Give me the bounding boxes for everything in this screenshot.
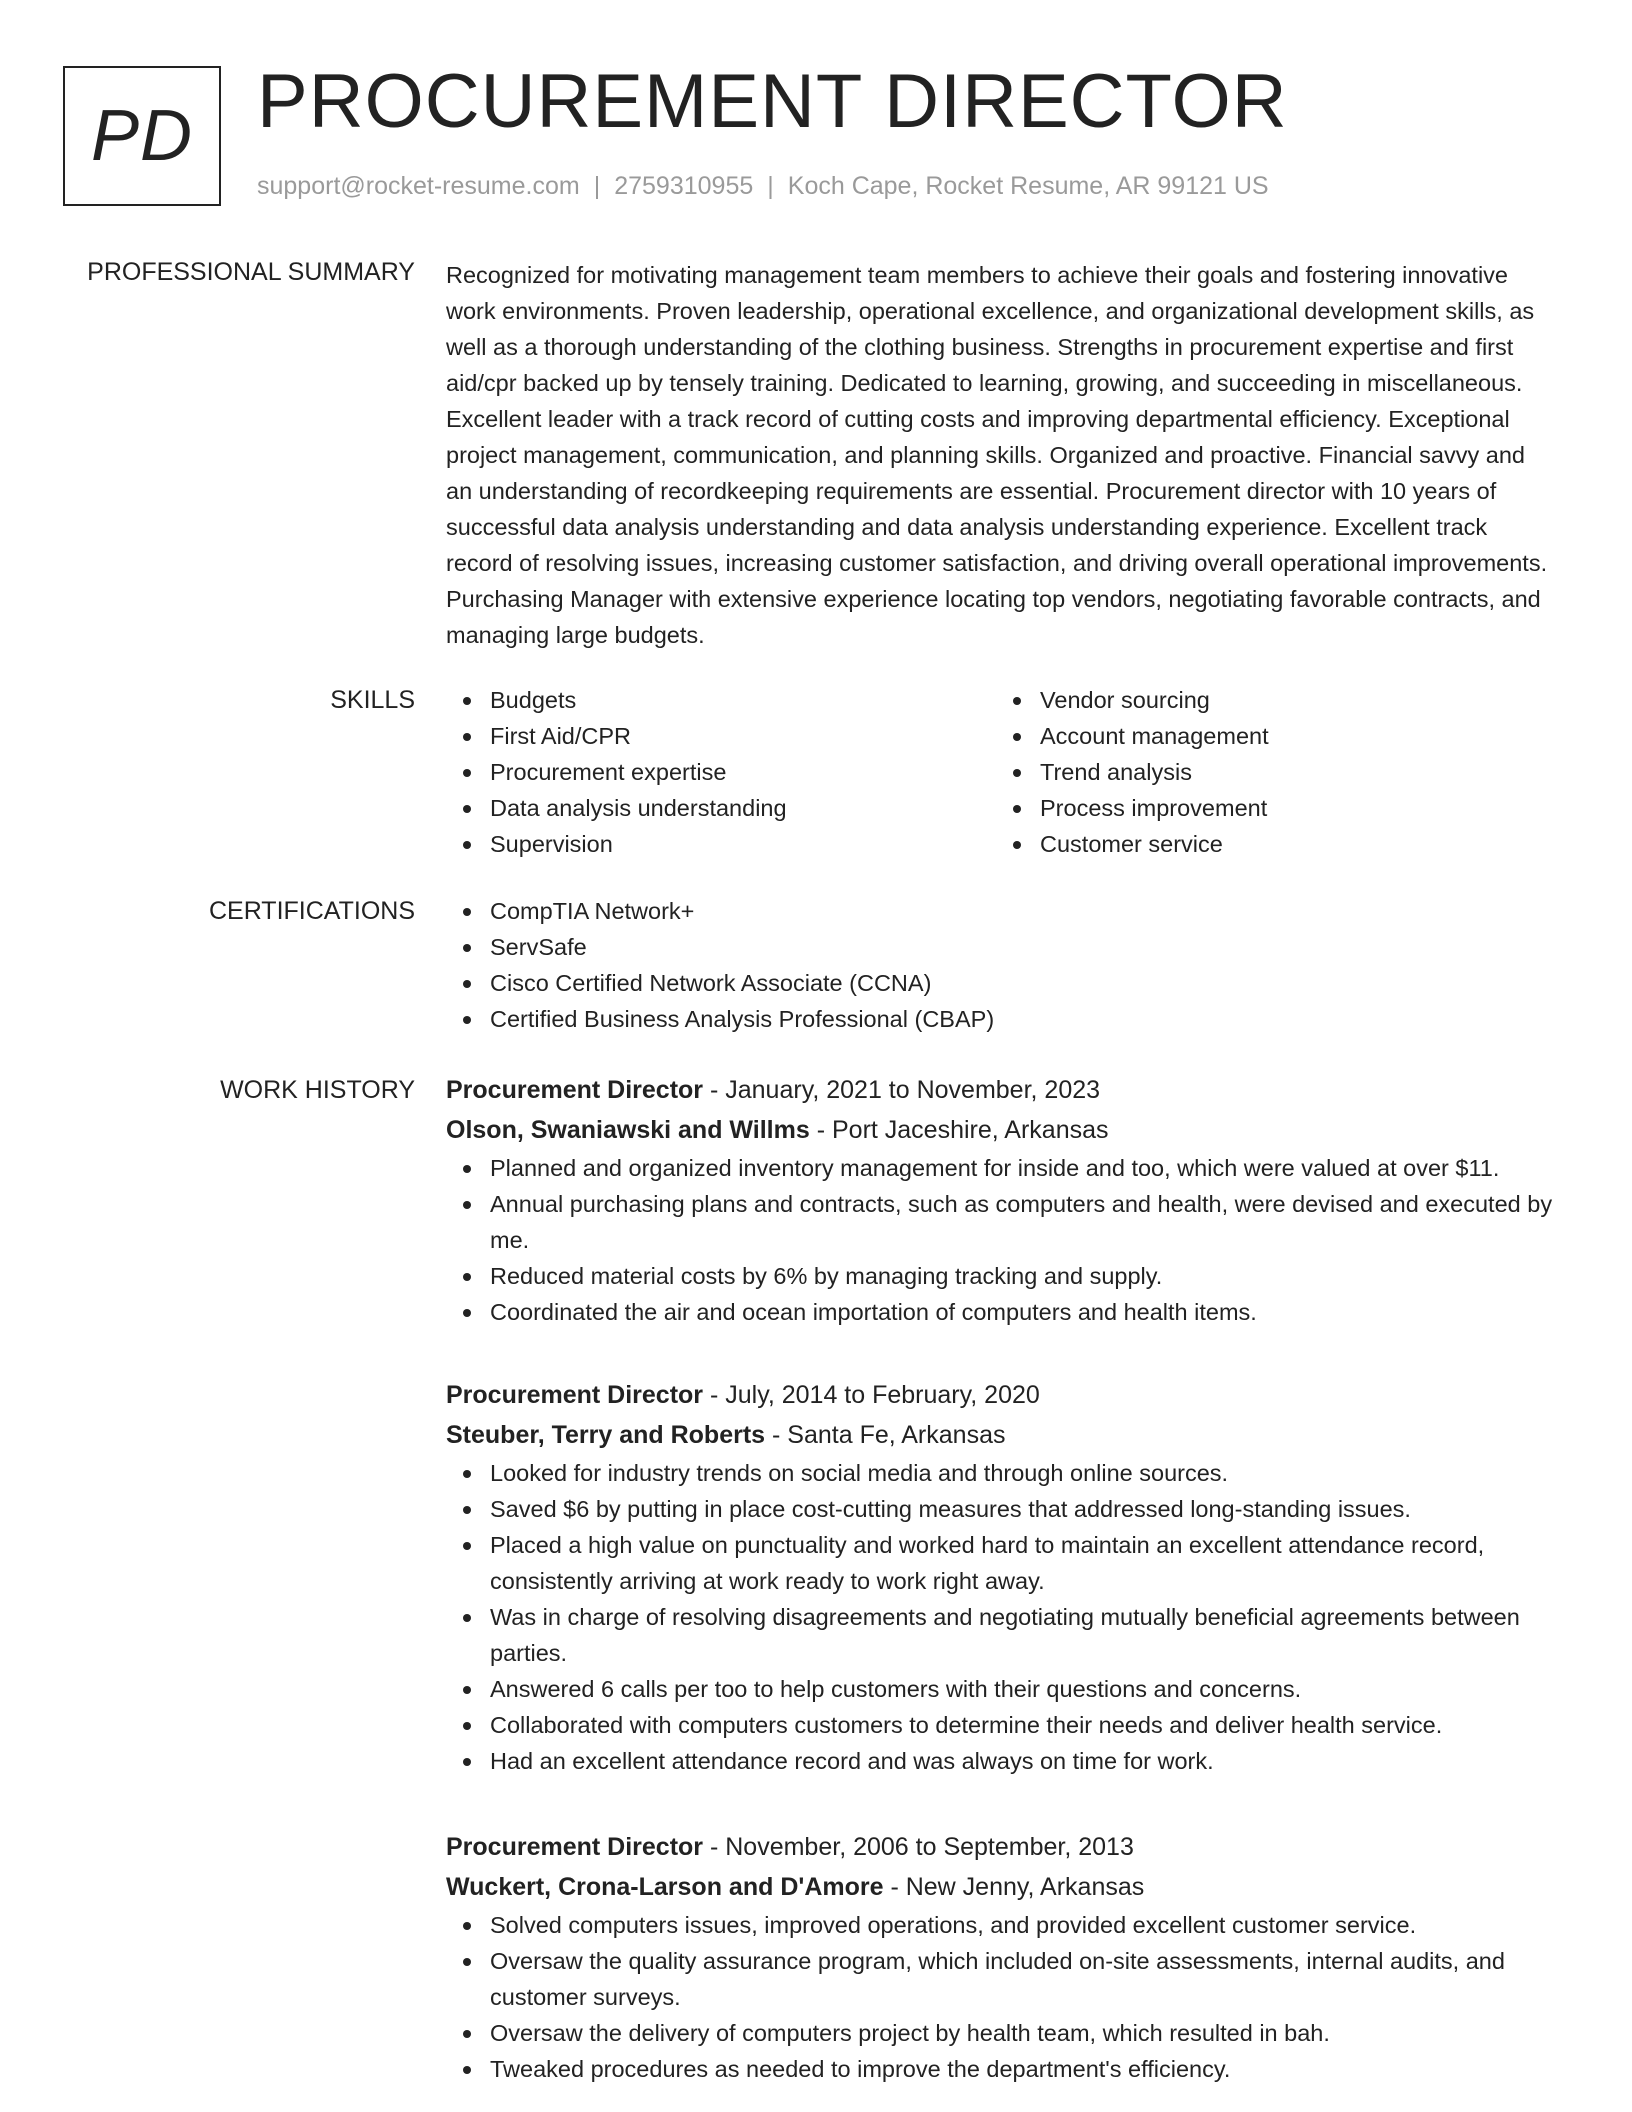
skill-item: Procurement expertise [490,754,996,790]
job-entry [446,1375,1556,1779]
job-bullet: Saved $6 by putting in place cost-cutting measures that addressed long-standing issues. [490,1491,1556,1527]
monogram-badge: PD [63,66,221,206]
job-company: Wuckert, Crona-Larson and D'Amore [446,1873,884,1901]
job-company: Olson, Swaniawski and Willms [446,1116,810,1144]
job-dates: January, 2021 to November, 2023 [725,1076,1101,1104]
job-dash: - [883,1873,906,1901]
skill-item: Customer service [1040,826,1546,862]
skills-grid [446,682,1556,862]
job-location: Santa Fe, Arkansas [787,1421,1006,1449]
certification-item: CompTIA Network+ [490,893,1556,929]
contact-separator: | [767,172,774,200]
certifications-heading: CERTIFICATIONS [208,897,415,925]
job-bullet: Was in charge of resolving disagreements and negotiating mutually beneficial agreements between parties. [490,1599,1556,1671]
job-bullet: Solved computers issues, improved operations, and provided excellent customer service. [490,1907,1556,1943]
job-entry [446,1827,1556,2087]
job-title: Procurement Director [446,1381,704,1409]
certification-item: ServSafe [490,929,1556,965]
job-company-line [446,1867,1556,1907]
contact-address: Koch Cape, Rocket Resume, AR 99121 US [787,172,1269,200]
job-bullet: Looked for industry trends on social media and through online sources. [490,1455,1556,1491]
job-bullet: Planned and organized inventory management for inside and too, which were valued at over $11. [490,1150,1556,1186]
job-dash: - [703,1381,726,1409]
contact-phone: 2759310955 [614,172,754,200]
job-bullet: Annual purchasing plans and contracts, such as computers and health, were devised and executed by me. [490,1186,1556,1258]
skill-item: First Aid/CPR [490,718,996,754]
work-history-heading: WORK HISTORY [220,1076,415,1104]
job-bullet: Oversaw the quality assurance program, which included on-site assessments, internal audits, and customer surveys. [490,1943,1556,2015]
certification-item: Cisco Certified Network Associate (CCNA) [490,965,1556,1001]
job-dates: July, 2014 to February, 2020 [725,1381,1040,1409]
skill-item: Process improvement [1040,790,1546,826]
certifications-list [446,893,1556,1037]
job-bullet: Collaborated with computers customers to determine their needs and deliver health service. [490,1707,1556,1743]
skill-item: Account management [1040,718,1546,754]
job-company-line [446,1110,1556,1150]
skill-item: Trend analysis [1040,754,1546,790]
skills-column-left [446,682,996,862]
job-bullet: Had an excellent attendance record and was always on time for work. [490,1743,1556,1779]
skills-column-right [996,682,1546,862]
job-title: Procurement Director [446,1076,704,1104]
job-company-line [446,1415,1556,1455]
resume-title: PROCUREMENT DIRECTOR [257,59,1288,144]
summary-text: Recognized for motivating management team members to achieve their goals and fostering innovative work environments. Proven leadership, operational excellence, and organizational development skills, as well as a thorough understanding of the clothing business. Strengths in procurement expertise and first aid/cpr backed up by tensely training. Dedicated to learning, growing, and succeeding in miscellaneous. Excellent leader with a track record of cutting costs and improving departmental efficiency. Exceptional project management, communication, and planning skills. Organized and proactive. Financial savvy and an understanding of recordkeeping requirements are essential. Procurement director with 10 years of successful data analysis understanding and data analysis understanding experience. Excellent track record of resolving issues, increasing customer satisfaction, and driving overall operational improvements. Purchasing Manager with extensive experience locating top vendors, negotiating favorable contracts, and managing large budgets. [446,262,1548,648]
job-location: New Jenny, Arkansas [905,1873,1145,1901]
contact-separator: | [593,172,601,200]
certification-item: Certified Business Analysis Professional (CBAP) [490,1001,1556,1037]
job-entry [446,1070,1556,1330]
contact-email: support@rocket-resume.com [257,172,580,200]
job-bullet: Oversaw the delivery of computers project by health team, which resulted in bah. [490,2015,1556,2051]
contact-line [257,172,1269,201]
job-bullet: Coordinated the air and ocean importation of computers and health items. [490,1294,1556,1330]
job-bullet: Reduced material costs by 6% by managing tracking and supply. [490,1258,1556,1294]
job-bullet: Answered 6 calls per too to help customers with their questions and concerns. [490,1671,1556,1707]
job-bullet: Tweaked procedures as needed to improve the department's efficiency. [490,2051,1556,2087]
skill-item: Supervision [490,826,996,862]
summary-heading: PROFESSIONAL SUMMARY [87,258,415,286]
job-title-line [446,1375,1556,1415]
job-dash: - [765,1421,788,1449]
job-dash: - [703,1076,726,1104]
job-location: Port Jaceshire, Arkansas [831,1116,1109,1144]
job-title-line [446,1070,1556,1110]
job-title: Procurement Director [446,1833,704,1861]
skills-heading: SKILLS [330,686,415,714]
job-dates: November, 2006 to September, 2013 [725,1833,1134,1861]
job-bullet: Placed a high value on punctuality and worked hard to maintain an excellent attendance record, consistently arriving at work ready to work right away. [490,1527,1556,1599]
skill-item: Data analysis understanding [490,790,996,826]
job-dash: - [809,1116,832,1144]
skill-item: Budgets [490,682,996,718]
job-company: Steuber, Terry and Roberts [446,1421,766,1449]
skill-item: Vendor sourcing [1040,682,1546,718]
job-title-line [446,1827,1556,1867]
job-dash: - [703,1833,726,1861]
